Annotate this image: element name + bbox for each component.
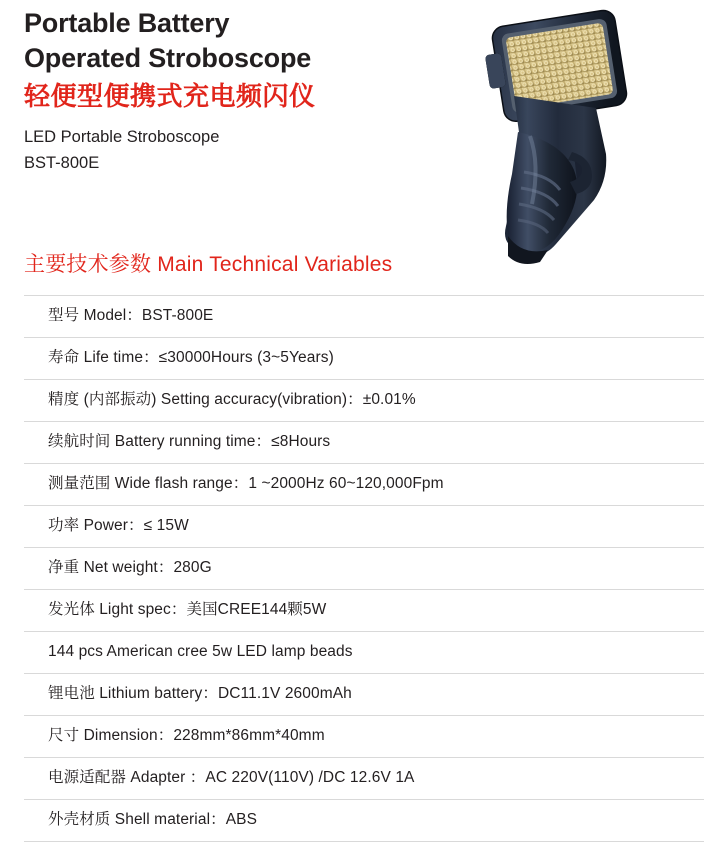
table-row bbox=[24, 800, 704, 842]
spec-text: 寿命 Life time：≤30000Hours (3~5Years) bbox=[48, 349, 334, 367]
page-title bbox=[24, 6, 494, 75]
spec-text: 功率 Power：≤ 15W bbox=[48, 517, 189, 535]
table-row bbox=[24, 506, 704, 548]
table-row bbox=[24, 548, 704, 590]
table-row bbox=[24, 590, 704, 632]
table-row bbox=[24, 422, 704, 464]
spec-text: 型号 Model：BST-800E bbox=[48, 307, 214, 325]
table-row bbox=[24, 338, 704, 380]
spec-text: 净重 Net weight：280G bbox=[48, 559, 212, 577]
table-row bbox=[24, 632, 704, 674]
page-model-number: BST-800E bbox=[24, 154, 100, 173]
table-row bbox=[24, 674, 704, 716]
spec-text: 144 pcs American cree 5w LED lamp beads bbox=[48, 643, 353, 661]
table-row bbox=[24, 380, 704, 422]
spec-text: 测量范围 Wide flash range：1 ~2000Hz 60~120,000Fpm bbox=[48, 475, 444, 493]
section-heading: 主要技术参数 Main Technical Variables bbox=[24, 253, 393, 276]
spec-text: 电源适配器 Adapter ：AC 220V(110V) /DC 12.6V 1A bbox=[48, 769, 415, 787]
table-row bbox=[24, 758, 704, 800]
spec-text: 续航时间 Battery running time：≤8Hours bbox=[48, 433, 331, 451]
page-subtitle: LED Portable Stroboscope bbox=[24, 128, 220, 147]
page-title-line2: Operated Stroboscope bbox=[24, 42, 312, 73]
table-row bbox=[24, 464, 704, 506]
spec-text: 锂电池 Lithium battery：DC11.1V 2600mAh bbox=[48, 685, 352, 703]
spec-text: 尺寸 Dimension：228mm*86mm*40mm bbox=[48, 727, 325, 745]
page-title-chinese: 轻便型便携式充电频闪仪 bbox=[24, 81, 316, 112]
spec-text: 精度 (内部振动) Setting accuracy(vibration)：±0.01% bbox=[48, 391, 416, 409]
document-header bbox=[24, 6, 494, 176]
specifications-table bbox=[24, 295, 704, 842]
table-row bbox=[24, 716, 704, 758]
product-photo bbox=[478, 4, 718, 266]
page-title-line1: Portable Battery bbox=[24, 8, 230, 38]
table-row bbox=[24, 296, 704, 338]
spec-text: 发光体 Light spec：美国CREE144颗5W bbox=[48, 601, 327, 619]
spec-text: 外壳材质 Shell material：ABS bbox=[48, 811, 258, 829]
